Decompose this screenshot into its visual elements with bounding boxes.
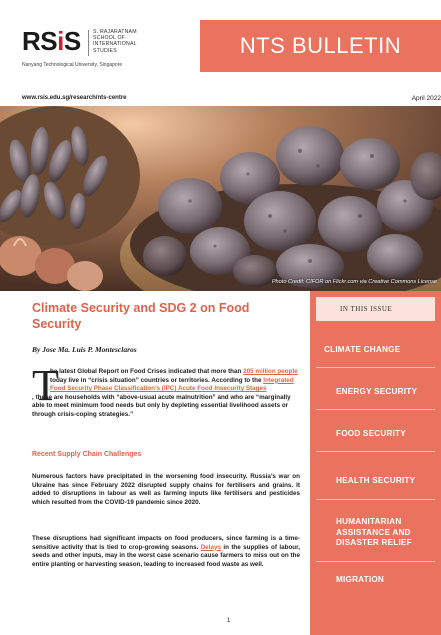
logo-mark: RSiS (22, 26, 81, 56)
sidebar-item-hadr[interactable]: HUMANITARIAN ASSISTANCE AND DISASTER RELIEF (336, 517, 412, 547)
sidebar-divider (316, 409, 435, 410)
sidebar-item-energy-security[interactable]: ENERGY SECURITY (336, 387, 418, 396)
drop-cap: T (32, 361, 59, 410)
logo-divider (88, 30, 89, 56)
school-name: S. RAJARATNAM SCHOOL OF INTERNATIONAL STUDIES (93, 29, 137, 54)
rsis-logo (22, 22, 137, 70)
link-ipc-stages[interactable]: Integrated Food Security Phase Classification’s (IPC) Acute Food Insecurity Stages (50, 376, 294, 393)
sidebar-divider (316, 561, 435, 562)
sidebar-divider (316, 451, 435, 452)
sidebar-item-migration[interactable]: MIGRATION (336, 575, 385, 584)
sidebar-item-food-security[interactable]: FOOD SECURITY (336, 429, 406, 438)
sidebar-divider (316, 367, 435, 368)
article-paragraph-1: he latest Global Report on Food Crises indicated that more than 205 million people today live in “crisis situation” countries or territories. According to the Integrated Food Security Phase Classification’s (IPC) Acute Food Insecurity Stages , these are households with “above-usual acute malnutrition” and who are “marginally able to meet minimum food needs but only by depleting essential livelihood assets or through crisis-coping strategies.” (32, 368, 298, 418)
article-headline: Climate Security and SDG 2 on Food Security (32, 301, 250, 331)
article-paragraph-3: These disruptions had significant impacts on food producers, since farming is a time-sensitive activity that is tied to crop-growing seasons. Delays in the supplies of labour, seeds and other inputs, may in the worst case scenario cause farmers to miss out on the entire planting or harvesting season, leading to increased food waste as well. (32, 535, 300, 568)
sidebar-heading-box (316, 297, 435, 321)
link-delays[interactable]: Delays (200, 543, 221, 551)
website-url[interactable]: www.rsis.edu.sg/research/nts-centre (22, 95, 127, 101)
link-205-million-people[interactable]: 205 million people (243, 368, 298, 375)
page-number: 1 (227, 618, 231, 624)
hero-photo (0, 106, 441, 291)
article-byline: By Jose Ma. Luis P. Montesclaros (32, 345, 137, 354)
article-paragraph-2: Numerous factors have precipitated in the worsening food insecurity. Russia’s war on Ukraine has since February 2022 disrupted supply chains for fertilisers and grains. It added to disruptions in labour as well as farming inputs like fertilisers and pesticides which resulted from the COVID-19 pandemic since 2020. (32, 473, 300, 506)
sidebar-item-climate-change[interactable]: CLIMATE CHANGE (324, 345, 401, 354)
hero-photo-illustration (0, 106, 441, 291)
photo-credit: Photo Credit: CIFOR on Flickr.com via Creative Commons License (271, 279, 437, 285)
sidebar-item-health-security[interactable]: HEALTH SECURITY (336, 476, 416, 485)
sidebar-heading: IN THIS ISSUE (340, 305, 393, 313)
issue-date: April 2022 (411, 95, 441, 102)
bulletin-title: NTS BULLETIN (239, 33, 402, 58)
sidebar-divider (316, 499, 435, 500)
bulletin-title-band (200, 20, 441, 72)
section-subheading: Recent Supply Chain Challenges (32, 451, 142, 458)
in-this-issue-sidebar (310, 291, 441, 635)
university-name: Nanyang Technological University, Singapore (22, 62, 123, 68)
